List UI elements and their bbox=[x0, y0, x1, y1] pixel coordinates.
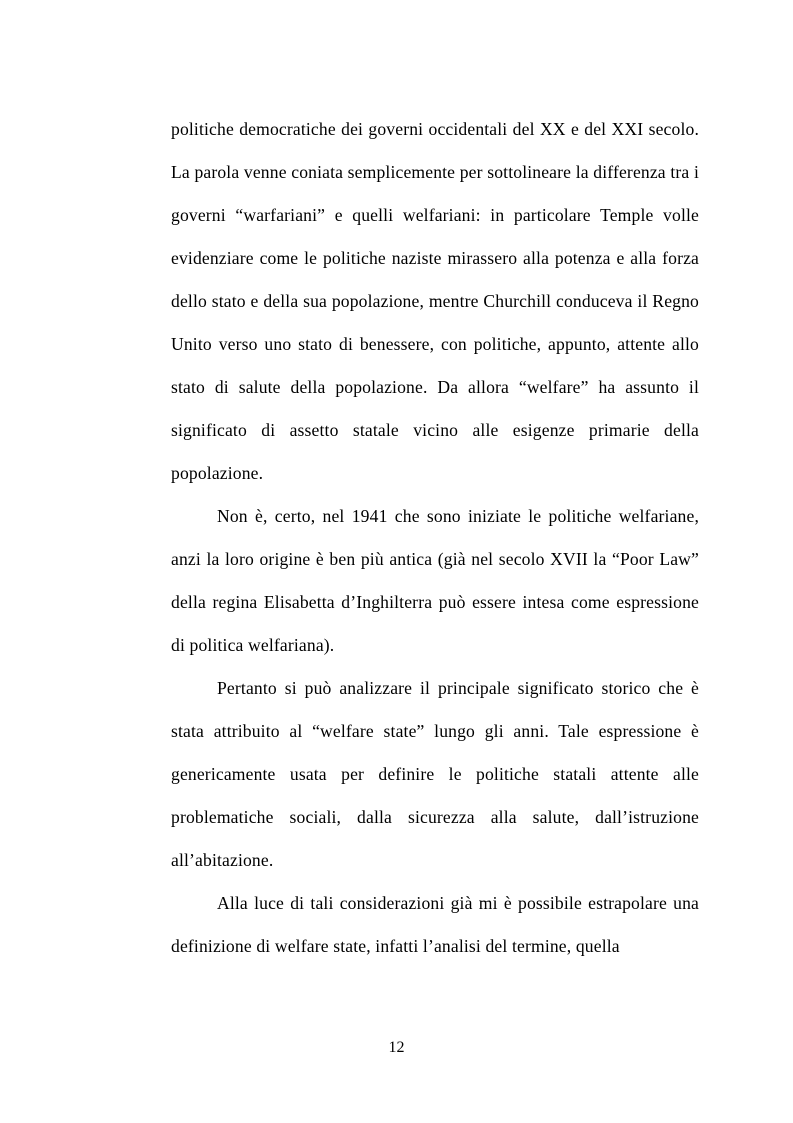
paragraph-2: Non è, certo, nel 1941 che sono iniziate le politiche welfariane, anzi la loro origine è ben più antica (già nel secolo XVII la “Poor Law” della regina Elisabetta d’Inghilterra può essere intesa come espressione di politica welfariana). bbox=[171, 506, 699, 655]
body-text bbox=[171, 108, 699, 968]
paragraph-4: Alla luce di tali considerazioni già mi è possibile estrapolare una definizione di welfare state, infatti l’analisi del termine, quella bbox=[171, 893, 699, 956]
page-number: 12 bbox=[388, 1039, 405, 1056]
paragraph-3: Pertanto si può analizzare il principale significato storico che è stata attribuito al “welfare state” lungo gli anni. Tale espressione è genericamente usata per definire le politiche statali attente alle problematiche sociali, dalla sicurezza alla salute, dall’istruzione all’abitazione. bbox=[171, 678, 699, 870]
paragraph-1-continued: politiche democratiche dei governi occidentali del XX e del XXI secolo. La parola venne coniata semplicemente per sottolineare la differenza tra i governi “warfariani” e quelli welfariani: in particolare Temple volle evidenziare come le politiche naziste mirassero alla potenza e alla forza dello stato e della sua popolazione, mentre Churchill conduceva il Regno Unito verso uno stato di benessere, con politiche, appunto, attente allo stato di salute della popolazione. Da allora “welfare” ha assunto il significato di assetto statale vicino alle esigenze primarie della popolazione. bbox=[171, 119, 699, 483]
